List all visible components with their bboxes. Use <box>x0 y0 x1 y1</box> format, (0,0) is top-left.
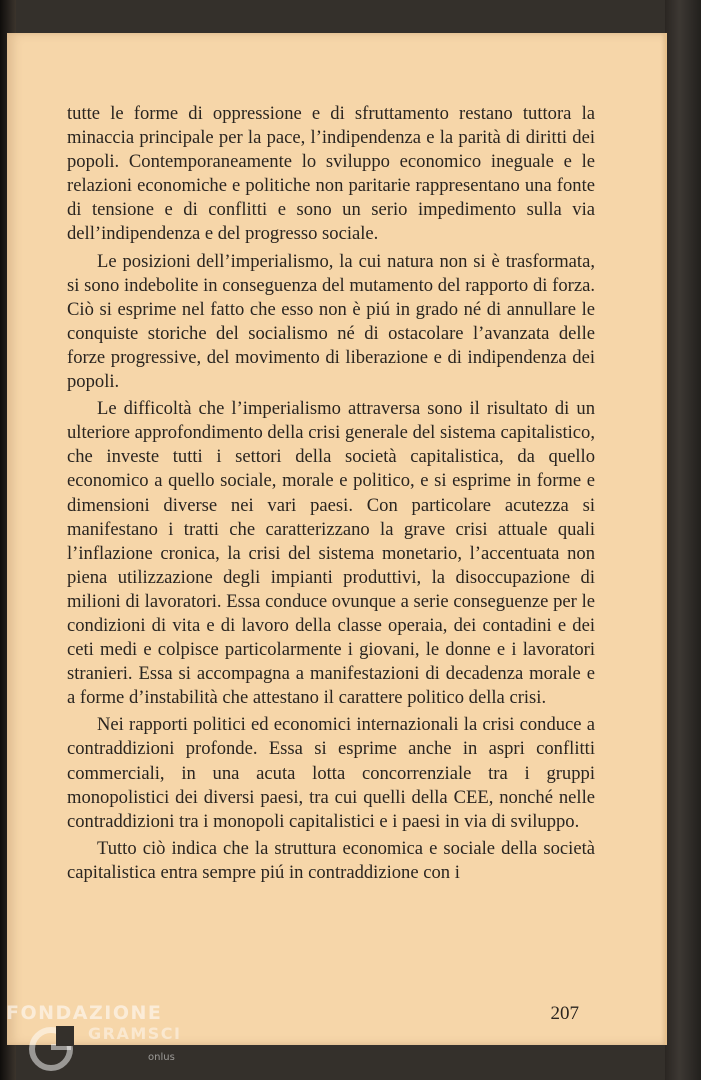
paragraph-4: Nei rapporti politici ed economici internazionali la crisi conduce a contraddizioni profonde. Essa si esprime anche in aspri conflitti commerciali, in una acuta lotta concorrenziale tra i gruppi monopolistici dei diversi paesi, tra cui quelli della CEE, nonché nelle contraddizioni tra i monopoli capitalistici e i paesi in via di sviluppo. <box>67 714 595 832</box>
gramsci-logo-icon <box>28 1026 74 1072</box>
watermark-title: FONDAZIONE <box>6 1002 163 1024</box>
paragraph-5: Tutto ciò indica che la struttura economica e sociale della società capitalistica entra sempre piú in contraddizione con i <box>67 837 595 883</box>
watermark-subtitle: GRAMSCI <box>88 1024 182 1043</box>
paragraph-1: tutte le forme di oppressione e di sfruttamento restano tuttora la minaccia principale per la pace, l’indipendenza e la parità di diritti dei popoli. Contemporaneamente lo sviluppo economico ineguale e le relazioni economiche e politiche non paritarie rappresentano una fonte di tensione e di conflitti e sono un serio impedimento sulla via dell’indipendenza e del progresso sociale. <box>67 103 595 245</box>
paragraph-3: Le difficoltà che l’imperialismo attraversa sono il risultato di un ulteriore approfondimento della crisi generale del sistema capitalistico, che investe tutti i settori della società capitalistica, da quello economico a quello sociale, morale e politico, e si esprime in forme e dimensioni diverse nei vari paesi. Con particolare acutezza si manifestano i tratti che caratterizzano la grave crisi attuale quali l’inflazione cronica, la crisi del sistema monetario, l’accentuata non piena utilizzazione degli impianti produttivi, la disoccupazione di milioni di lavoratori. Essa conduce ovunque a serie conseguenze per le condizioni di vita e di lavoro della classe operaia, dei contadini e dei ceti medi e colpisce particolarmente i giovani, le donne e i lavoratori stranieri. Essa si accompagna a manifestazioni di decadenza morale e a forme d’instabilità che attestano il carattere politico della crisi. <box>67 398 595 709</box>
body-text <box>67 102 595 888</box>
watermark <box>6 1000 206 1075</box>
page-number: 207 <box>550 1003 579 1024</box>
book-page <box>7 33 667 1045</box>
paragraph-2: Le posizioni dell’imperialismo, la cui natura non si è trasformata, si sono indebolite in conseguenza del mutamento del rapporto di forza. Ciò si esprime nel fatto che esso non è piú in grado né di annullare le conquiste storiche del socialismo né di ostacolare l’avanzata delle forze progressive, del movimento di liberazione e di indipendenza dei popoli. <box>67 250 595 393</box>
watermark-tagline: onlus <box>148 1052 175 1063</box>
scan-background <box>665 0 701 1080</box>
